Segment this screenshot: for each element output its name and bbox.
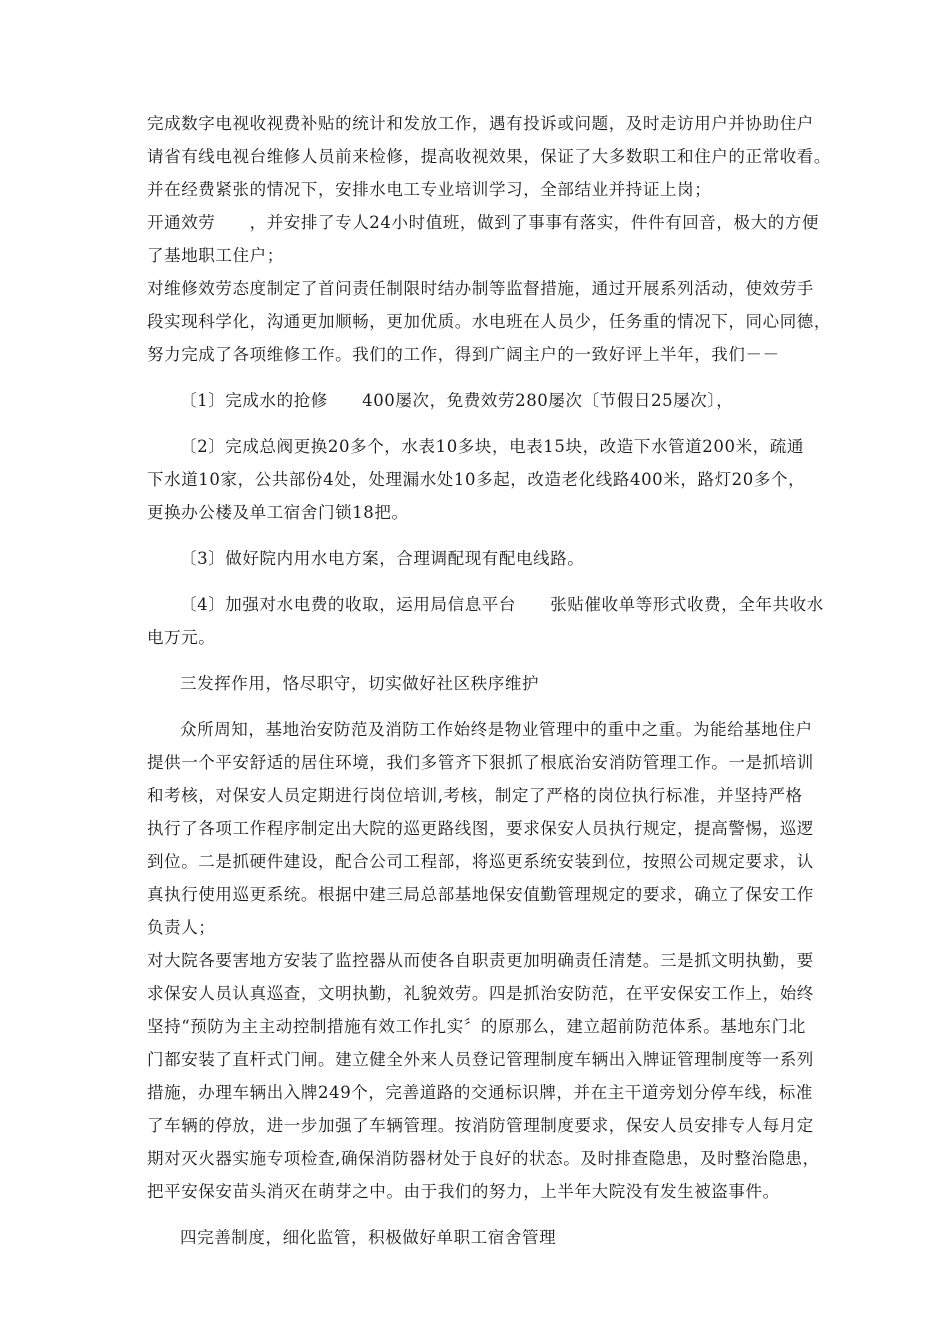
text-line: 开通效劳 ，并安排了专人24小时值班，做到了事事有落实，件件有回音，极大的方便 — [147, 213, 819, 232]
text-line: 期对灭火器实施专项检查,确保消防器材处于良好的状态。及时排查隐患，及时整治隐患， — [147, 1149, 820, 1168]
text-line: 更换办公楼及单工宿舍门锁18把。 — [147, 503, 409, 522]
text-line: 执行了各项工作程序制定出大院的巡更路线图，要求保安人员执行规定，提高警惕，巡逻 — [147, 819, 814, 838]
text-line: 提供一个平安舒适的居住环境，我们多管齐下狠抓了根底治安消防管理工作。一是抓培训 — [147, 753, 814, 772]
document-page — [147, 112, 831, 1250]
text-line: 和考核，对保安人员定期进行岗位培训,考核，制定了严格的岗位执行标准，并坚持严格 — [147, 786, 803, 805]
text-line: 对维修效劳态度制定了首问责任制限时结办制等监督措施，通过开展系列活动，使效劳手 — [147, 279, 814, 298]
list-item-electric-plan — [147, 547, 812, 571]
text-line: 真执行使用巡更系统。根据中建三局总部基地保安值勤管理规定的要求，确立了保安工作 — [147, 885, 814, 904]
list-item-water-repair — [147, 389, 812, 413]
text-line: 了基地职工住户； — [147, 246, 284, 265]
text-line: 把平安保安苗头消灭在萌芽之中。由于我们的努力，上半年大院没有发生被盗事件。 — [147, 1182, 780, 1201]
text-line: 众所周知，基地治安防范及消防工作始终是物业管理中的重中之重。为能给基地住户 — [180, 720, 813, 739]
text-line: 〔2〕完成总阀更换20多个，水表10多块，电表15块，改造下水管道200米，疏通 — [180, 437, 804, 456]
text-line: 〔1〕完成水的抢修 400屡次，免费效劳280屡次〔节假日25屡次〕， — [180, 391, 734, 410]
list-item-fee-collection — [147, 593, 824, 650]
text-line: 段实现科学化，沟通更加顺畅，更加优质。水电班在人员少，任务重的情况下，同心同德， — [147, 312, 831, 331]
text-line: 了车辆的停放，进一步加强了车辆管理。按消防管理制度要求，保安人员安排专人每月定 — [147, 1116, 814, 1135]
list-item-replacements — [147, 435, 812, 525]
text-line: 到位。二是抓硬件建设，配合公司工程部，将巡更系统安装到位，按照公司规定要求，认 — [147, 852, 814, 871]
text-line: 电万元。 — [147, 628, 216, 647]
text-line: 请省有线电视台维修人员前来检修，提高收视效果，保证了大多数职工和住户的正常收看。 — [147, 147, 831, 166]
text-line: 门都安装了直杆式门闸。建立健全外来人员登记管理制度车辆出入牌证管理制度等一系列 — [147, 1050, 814, 1069]
section-heading-4: 四完善制度，细化监管，积极做好单职工宿舍管理 — [180, 1228, 557, 1247]
text-line: 努力完成了各项维修工作。我们的工作，得到广阔主户的一致好评上半年，我们－－ — [147, 345, 780, 364]
paragraph-security — [147, 718, 820, 1204]
text-line: 坚持“预防为主主动控制措施有效工作扎实〞的原那么，建立超前防范体系。基地东门北 — [147, 1017, 806, 1036]
section-heading-3: 三发挥作用，恪尽职守，切实做好社区秩序维护 — [180, 674, 540, 693]
text-line: 对大院各要害地方安装了监控器从而使各自职责更加明确责任清楚。三是抓文明执勤，要 — [147, 951, 814, 970]
text-line: 下水道10家，公共部份4处，处理漏水处10多起，改造老化线路400米，路灯20多个， — [147, 470, 806, 489]
paragraph-maintenance-work — [147, 112, 831, 367]
text-line: 完成数字电视收视费补贴的统计和发放工作，遇有投诉或问题，及时走访用户并协助住户 — [147, 114, 814, 133]
text-line: 并在经费紧张的情况下，安排水电工专业培训学习，全部结业并持证上岗； — [147, 180, 712, 199]
text-line: 〔3〕做好院内用水电方案，合理调配现有配电线路。 — [180, 549, 585, 568]
text-line: 措施，办理车辆出入牌249个，完善道路的交通标识牌，并在主干道旁划分停车线，标准 — [147, 1083, 813, 1102]
text-line: 负责人； — [147, 918, 216, 937]
text-line: 求保安人员认真巡查，文明执勤，礼貌效劳。四是抓治安防范，在平安保安工作上，始终 — [147, 984, 814, 1003]
text-line: 〔4〕加强对水电费的收取，运用局信息平台 张贴催收单等形式收费，全年共收水 — [180, 595, 824, 614]
